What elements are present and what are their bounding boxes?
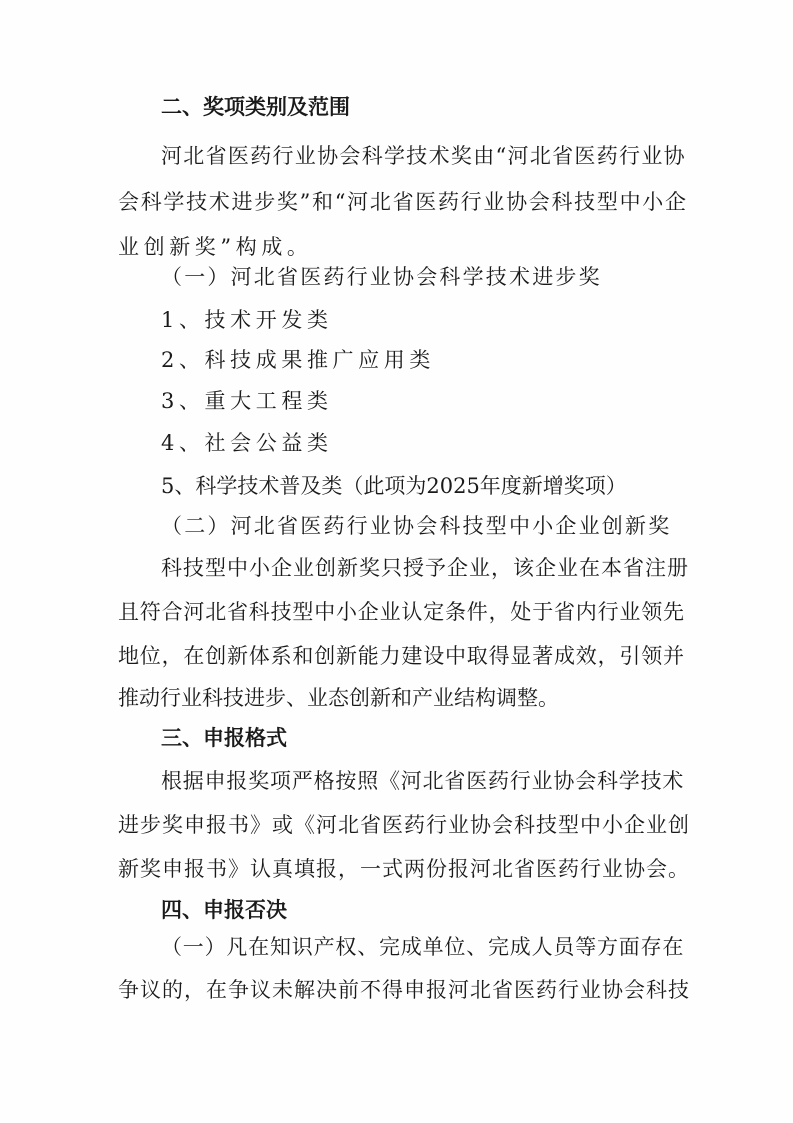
section-2-intro-line-3: 业创新奖”构成。 xyxy=(118,235,313,259)
subsection-2-body-line-3: 地位，在创新体系和创新能力建设中取得显著成效，引领并 xyxy=(118,644,685,668)
section-3-heading: 三、申报格式 xyxy=(161,726,287,750)
award-category-item: 4、社会公益类 xyxy=(161,431,333,455)
award-category-item: 3、重大工程类 xyxy=(161,389,333,413)
section-3-body-line-1: 根据申报奖项严格按照《河北省医药行业协会科学技术 xyxy=(161,769,685,793)
section-2-intro-line-1: 河北省医药行业协会科学技术奖由“河北省医药行业协 xyxy=(161,144,686,168)
subsection-2-body-line-2: 且符合河北省科技型中小企业认定条件，处于省内行业领先 xyxy=(118,600,685,624)
subsection-1-title: （一）河北省医药行业协会科学技术进步奖 xyxy=(161,265,602,289)
award-category-item: 1、技术开发类 xyxy=(161,308,333,332)
award-category-item: 5、科学技术普及类（此项为2025年度新增奖项） xyxy=(161,474,627,498)
section-4-body-line-2: 争议的，在争议未解决前不得申报河北省医药行业协会科技 xyxy=(118,978,690,1002)
award-category-item: 2、科技成果推广应用类 xyxy=(161,348,435,372)
section-4-heading: 四、申报否决 xyxy=(161,898,287,922)
subsection-2-title: （二）河北省医药行业协会科技型中小企业创新奖 xyxy=(161,514,672,538)
section-4-body-line-1: （一）凡在知识产权、完成单位、完成人员等方面存在 xyxy=(161,935,685,959)
subsection-2-body-line-4: 推动行业科技进步、业态创新和产业结构调整。 xyxy=(118,686,559,710)
section-3-body-line-3: 新奖申报书》认真填报，一式两份报河北省医药行业协会。 xyxy=(118,857,690,881)
subsection-2-body-line-1: 科技型中小企业创新奖只授予企业，该企业在本省注册 xyxy=(161,556,689,580)
section-3-body-line-2: 进步奖申报书》或《河北省医药行业协会科技型中小企业创 xyxy=(118,813,690,837)
section-2-intro-line-2: 会科学技术进步奖”和“河北省医药行业协会科技型中小企 xyxy=(118,190,688,214)
section-2-heading: 二、奖项类别及范围 xyxy=(161,95,350,119)
